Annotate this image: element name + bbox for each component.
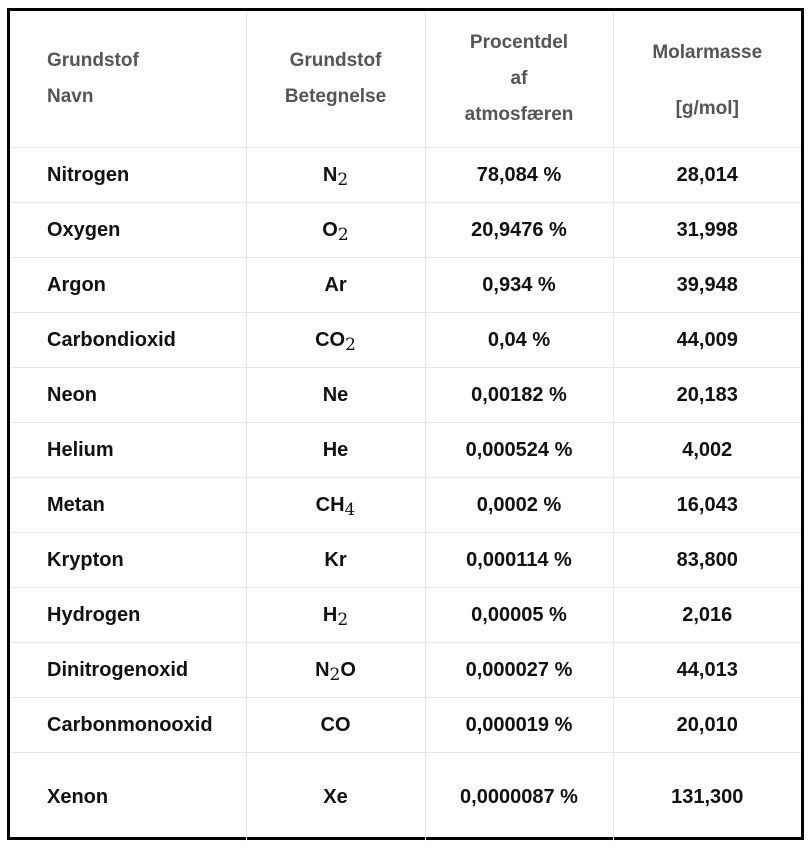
molar-mass: 20,010 <box>613 698 801 753</box>
element-symbol <box>246 368 425 423</box>
table-row <box>10 423 801 478</box>
table-row <box>10 753 801 842</box>
element-symbol <box>246 423 425 478</box>
atmosphere-table <box>10 11 801 841</box>
symbol-main: N <box>315 658 330 681</box>
element-name: Neon <box>10 368 246 423</box>
table-row <box>10 588 801 643</box>
molar-mass: 44,013 <box>613 643 801 698</box>
atmosphere-percent <box>425 643 613 698</box>
molar-mass: 16,043 <box>613 478 801 533</box>
element-name: Carbondioxid <box>10 313 246 368</box>
table-frame <box>7 8 804 840</box>
percent-value: 0,04 % <box>487 329 551 351</box>
molar-mass: 20,183 <box>613 368 801 423</box>
element-name: Hydrogen <box>10 588 246 643</box>
percent-value: 78,084 % <box>476 164 562 186</box>
atmosphere-percent <box>425 753 613 842</box>
header-percent <box>425 11 613 148</box>
symbol-main: CO <box>315 328 346 351</box>
symbol-main: CO <box>320 713 351 736</box>
atmosphere-percent <box>425 368 613 423</box>
symbol-tail: O <box>340 658 356 681</box>
table-row <box>10 533 801 588</box>
percent-value: 0,000027 % <box>465 659 573 681</box>
molar-mass: 39,948 <box>613 258 801 313</box>
atmosphere-percent <box>425 423 613 478</box>
element-name: Nitrogen <box>10 148 246 203</box>
table-row <box>10 148 801 203</box>
element-name: Argon <box>10 258 246 313</box>
atmosphere-percent <box>425 148 613 203</box>
molar-mass: 83,800 <box>613 533 801 588</box>
element-name: Carbonmonooxid <box>10 698 246 753</box>
element-name: Xenon <box>10 753 246 842</box>
atmosphere-percent <box>425 533 613 588</box>
table-body <box>10 148 801 842</box>
element-name: Metan <box>10 478 246 533</box>
symbol-main: O <box>322 218 338 241</box>
atmosphere-percent <box>425 478 613 533</box>
symbol-main: H <box>322 603 338 626</box>
molar-mass: 28,014 <box>613 148 801 203</box>
header-symbol-line: Grundstof <box>289 50 382 71</box>
header-molar-mass <box>613 11 801 148</box>
percent-value: 0,000019 % <box>465 714 573 736</box>
table-row <box>10 203 801 258</box>
molar-mass: 2,016 <box>613 588 801 643</box>
percent-value: 0,000524 % <box>465 439 573 461</box>
symbol-main: CH <box>315 493 345 516</box>
element-symbol <box>246 753 425 842</box>
element-symbol <box>246 698 425 753</box>
element-symbol <box>246 203 425 258</box>
atmosphere-percent <box>425 258 613 313</box>
header-name-line: Grundstof <box>47 50 139 71</box>
header-name <box>10 11 246 148</box>
element-symbol <box>246 258 425 313</box>
element-name: Oxygen <box>10 203 246 258</box>
header-molar-line: [g/mol] <box>675 98 739 119</box>
atmosphere-percent <box>425 203 613 258</box>
percent-value: 0,00005 % <box>471 604 567 626</box>
atmosphere-percent <box>425 313 613 368</box>
table-row <box>10 368 801 423</box>
header-row <box>10 11 801 148</box>
symbol-subscript: 2 <box>337 224 349 245</box>
header-name-line: Navn <box>47 86 94 107</box>
symbol-main: N <box>322 163 338 186</box>
molar-mass: 4,002 <box>613 423 801 478</box>
percent-value: 0,00182 % <box>471 384 567 406</box>
molar-mass: 44,009 <box>613 313 801 368</box>
header-percent-line: atmosfæren <box>464 104 574 125</box>
header-percent-line: Procentdel <box>469 32 569 53</box>
symbol-main: Xe <box>323 785 348 808</box>
element-symbol <box>246 313 425 368</box>
percent-value: 0,934 % <box>482 274 556 296</box>
element-symbol <box>246 588 425 643</box>
header-molar-line: Molarmasse <box>652 42 763 63</box>
table-row <box>10 258 801 313</box>
symbol-main: Ar <box>324 273 347 296</box>
element-symbol <box>246 533 425 588</box>
table-row <box>10 313 801 368</box>
element-name: Krypton <box>10 533 246 588</box>
symbol-main: Ne <box>322 383 349 406</box>
table-row <box>10 643 801 698</box>
symbol-subscript: 2 <box>345 334 356 355</box>
element-name: Helium <box>10 423 246 478</box>
element-symbol <box>246 643 425 698</box>
symbol-subscript: 2 <box>337 609 349 630</box>
header-symbol <box>246 11 425 148</box>
molar-mass: 31,998 <box>613 203 801 258</box>
atmosphere-percent <box>425 588 613 643</box>
molar-mass: 131,300 <box>671 785 744 808</box>
symbol-subscript: 4 <box>344 499 356 520</box>
element-name: Dinitrogenoxid <box>10 643 246 698</box>
atmosphere-percent <box>425 698 613 753</box>
percent-value: 20,9476 % <box>471 219 567 241</box>
table-row <box>10 698 801 753</box>
symbol-main: Kr <box>324 548 347 571</box>
symbol-subscript: 2 <box>337 169 349 190</box>
percent-value: 0,0000087 % <box>460 786 578 808</box>
percent-value: 0,0002 % <box>476 494 562 516</box>
header-symbol-line: Betegnelse <box>284 86 387 107</box>
header-percent-line: af <box>510 68 528 89</box>
table-row <box>10 478 801 533</box>
percent-value: 0,000114 % <box>466 549 572 571</box>
symbol-main: He <box>322 438 349 461</box>
symbol-subscript: 2 <box>329 664 341 685</box>
element-symbol <box>246 148 425 203</box>
element-symbol <box>246 478 425 533</box>
